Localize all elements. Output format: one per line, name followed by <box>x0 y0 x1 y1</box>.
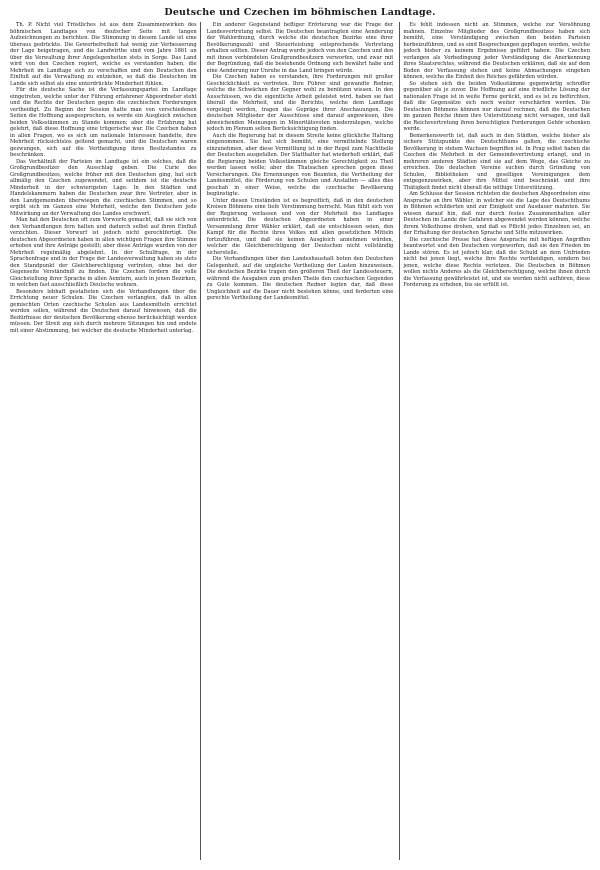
paragraph: Besonders lebhaft gestalteten sich die Verhandlungen über die Errichtung neuer Schulen. Die Czechen verlangten, daß in allen gemischten Orten czechische Schulen aus Landesmitteln errichtet werden sollen, während die Deutschen darauf hinwiesen, daß die Bedürfnisse der deutschen Bevölkerung ebenso berücksichtigt werden müssen. Der Streit zog sich durch mehrere Sitzungen hin und endete mit einer Abstimmung, bei welcher die deutsche Minderheit unterlag. <box>10 288 197 334</box>
paragraph: Die Czechen haben es verstanden, ihre Forderungen mit großer Geschicklichkeit zu vertreten. Ihre Führer sind gewandte Redner, welche die Schwächen der Gegner wohl zu benützen wissen. In den Ausschüssen, wo die eigentliche Arbeit geleistet wird, haben sie fast überall die Mehrheit, und die Berichte, welche dem Landtage vorgelegt werden, tragen das Gepräge ihrer Anschauungen. Die deutschen Mitglieder der Ausschüsse sind darauf angewiesen, ihre abweichenden Meinungen in Minoritätsvoten niederzulegen, welche jedoch im Plenum selten Berücksichtigung finden. <box>206 74 394 132</box>
column-1 <box>10 22 197 868</box>
paragraph: Die czechische Presse hat diese Ansprache mit heftigen Angriffen beantwortet und den Deutschen vorgeworfen, daß sie den Frieden im Lande stören. Es ist jedoch klar, daß die Schuld an dem Unfrieden nicht bei jenen liegt, welche ihre Rechte vertheidigen, sondern bei jenen, welche diese Rechte verletzen. Die Deutschen in Böhmen wollen nichts Anderes als die Gleichberechtigung, welche ihnen durch die Verfassung gewährleistet ist, und sie werden nicht aufhören, diese Forderung zu erheben, bis sie erfüllt ist. <box>403 236 591 288</box>
paragraph: Es fehlt indessen nicht an Stimmen, welche zur Versöhnung mahnen. Einzelne Mitglieder des Großgrundbesitzes haben sich bemüht, eine Verständigung zwischen den beiden Parteien herbeizuführen, und es sind Besprechungen gepflogen worden, welche jedoch bisher zu keinem Ergebnisse geführt haben. Die Czechen verlangen als Vorbedingung jeder Verständigung die Anerkennung ihres Staatsrechtes, während die Deutschen erklären, daß sie auf dem Boden der Verfassung stehen und keine Abmachungen eingehen können, welche die Einheit des Reiches gefährden würden. <box>403 22 591 80</box>
article-columns <box>10 22 590 868</box>
paragraph: Auch die Regierung hat in diesem Streite keine glückliche Haltung eingenommen. Sie hat sich bemüht, eine vermittelnde Stellung einzunehmen, aber diese Vermittlung ist in der Regel zum Nachtheile der Deutschen ausgefallen. Der Statthalter hat wiederholt erklärt, daß die Regierung beiden Volksstämmen gleiche Gerechtigkeit zu Theil werden lassen wolle; aber die Thatsachen sprechen gegen diese Versicherungen. Die Ernennungen von Beamten, die Vertheilung der Landesmittel, die Förderung von Schulen und Anstalten — alles dies geschah in einer Weise, welche die czechische Bevölkerung begünstigte. <box>206 132 394 197</box>
column-divider <box>200 22 201 860</box>
paragraph: Das Verhältniß der Parteien im Landtage ist ein solches, daß die Großgrundbesitzer den Ausschlag geben. Die Curie des Großgrundbesitzes, welche früher mit den Deutschen ging, hat sich allmälig den Czechen zugewendet, und seitdem ist die deutsche Minderheit in der schwierigsten Lage. In den Städten und Handelskammern haben die Deutschen zwar ihre Vertreter, aber in den Landgemeinden überwiegen die czechischen Stimmen, und so ergibt sich im Ganzen eine Mehrheit, welche den Deutschen jede Mitwirkung an der Verwaltung des Landes erschwert. <box>10 158 197 217</box>
paragraph: Für die deutsche Sache ist die Verfassungspartei im Landtage eingetreten, welche unter der Führung erfahrener Abgeordneter steht und die Rechte der Deutschen gegen die czechischen Forderungen vertheidigt. Zu Beginn der Session hatte man von verschiedenen Seiten die Hoffnung ausgesprochen, es werde ein Ausgleich zwischen beiden Volksstämmen zu Stande kommen; aber die Erfahrung hat gelehrt, daß diese Hoffnung eine trügerische war. Die Czechen haben in allen Fragen, wo es sich um nationale Interessen handelte, ihre Mehrheit rücksichtslos geltend gemacht, und die Deutschen waren gezwungen, sich auf die Vertheidigung ihres Besitzstandes zu beschränken. <box>10 87 197 158</box>
paragraph: So stehen sich die beiden Volksstämme gegenwärtig schroffer gegenüber als je zuvor. Die Hoffnung auf eine friedliche Lösung der nationalen Frage ist in weite Ferne gerückt, und es ist zu befürchten, daß die Gegensätze sich noch weiter verschärfen werden. Die Deutschen Böhmens können nur darauf rechnen, daß die Deutschen im ganzen Reiche ihnen ihre Unterstützung nicht versagen, und daß die Reichsvertretung ihren berechtigten Forderungen Gehör schenken werde. <box>403 80 591 132</box>
paragraph: Unter diesen Umständen ist es begreiflich, daß in den deutschen Kreisen Böhmens eine tiefe Verstimmung herrscht. Man fühlt sich von der Regierung verlassen und von der Mehrheit des Landtages unterdrückt. Die deutschen Abgeordneten haben in einer Versammlung ihrer Wähler erklärt, daß sie entschlossen seien, den Kampf für die Rechte ihres Volkes mit allen gesetzlichen Mitteln fortzuführen, und daß sie keinen Ausgleich annehmen würden, welcher die Gleichberechtigung der Deutschen nicht vollständig sicherstelle. <box>206 197 394 256</box>
paragraph: Bemerkenswerth ist, daß auch in den Städten, welche bisher als sichere Stützpunkte des Deutschthums galten, die czechische Bevölkerung in stetem Wachsen begriffen ist. In Prag selbst haben die Czechen die Mehrheit in der Gemeindevertretung erlangt, und in mehreren anderen Städten sind sie auf dem Wege, das Gleiche zu erreichen. Die deutschen Vereine suchen durch Gründung von Schulen, Bibliotheken und geselligen Vereinigungen dem entgegenzuwirken, aber ihre Mittel sind beschränkt und ihre Thätigkeit findet nicht überall die nöthige Unterstützung. <box>403 132 591 191</box>
article-title: Deutsche und Czechen im böhmischen Landtage. <box>164 7 436 18</box>
paragraph: Man hat den Deutschen oft zum Vorwurfe gemacht, daß sie sich von den Verhandlungen fern halten und dadurch selbst auf ihren Einfluß verzichten. Dieser Vorwurf ist jedoch nicht gerechtfertigt. Die deutschen Abgeordneten haben in allen wichtigen Fragen ihre Stimme erhoben und ihre Anträge gestellt; aber diese Anträge wurden von der Mehrheit regelmäßig abgelehnt. In der Schulfrage, in der Sprachenfrage und in der Frage der Landesverwaltung haben sie stets den Standpunkt der Gleichberechtigung vertreten, ohne bei der Gegenseite Verständniß zu finden. Die Czechen fordern die volle Gleichstellung ihrer Sprache in allen Aemtern, auch in jenen Bezirken, in welchen fast ausschließlich Deutsche wohnen. <box>10 217 197 288</box>
column-3 <box>403 22 590 868</box>
column-2 <box>207 22 394 868</box>
paragraph: Th. P. Nicht viel Tröstliches ist aus dem Zusammenwirken des böhmischen Landtages von deutscher Seite mit langen Aufzeichnungen zu berichten. Die Stimmung in diesem Lande ist eine überaus gedrückte. Die Gewerbefreiheit hat wenig zur Verbesserung der Lage beigetragen, und die Landwirthe sind vom Jahre 1861 an über die Verwaltung ihrer Angelegenheiten stets in Sorge. Das Land wird von den Czechen regiert, welche es verstanden haben, die Mehrheit im Landtage sich zu verschaffen und den Deutschen den Einfluß auf die Verwaltung zu entziehen, so daß die Deutschen im Lande sich selbst als eine unterdrückte Minderheit fühlen. <box>10 22 197 87</box>
paragraph: Am Schlusse der Session richteten die deutschen Abgeordneten eine Ansprache an ihre Wähler, in welcher sie die Lage des Deutschthums in Böhmen schilderten und zur Einigkeit und Ausdauer mahnten. Sie wiesen darauf hin, daß nur durch festes Zusammenhalten aller Deutschen im Lande die Gefahren abgewendet werden können, welche ihrem Volksthume drohen, und daß es Pflicht jedes Einzelnen sei, an der Erhaltung der deutschen Sprache und Sitte mitzuwirken. <box>403 191 591 236</box>
paragraph: Die Verhandlungen über den Landeshaushalt boten den Deutschen Gelegenheit, auf die ungleiche Vertheilung der Lasten hinzuweisen. Die deutschen Bezirke tragen den größeren Theil der Landessteuern, während die Ausgaben zum großen Theile den czechischen Gegenden zu Gute kommen. Die deutschen Redner legten dar, daß diese Ungleichheit auf die Dauer nicht bestehen könne, und forderten eine gerechte Vertheilung der Landesmittel. <box>206 256 394 301</box>
column-divider <box>399 22 400 860</box>
paragraph: Ein anderer Gegenstand heftiger Erörterung war die Frage der Landesvertretung selbst. Die Deutschen beantragten eine Aenderung der Wahlordnung, durch welche die deutschen Bezirke eine ihrer Bevölkerungszahl und Steuerleistung entsprechende Vertretung erhalten sollten. Dieser Antrag wurde jedoch von den Czechen und den mit ihnen verbündeten Großgrundbesitzern verworfen, und zwar mit der Begründung, daß die bestehende Ordnung sich bewährt habe und eine Aenderung nur Unruhe in das Land bringen würde. <box>206 22 394 74</box>
